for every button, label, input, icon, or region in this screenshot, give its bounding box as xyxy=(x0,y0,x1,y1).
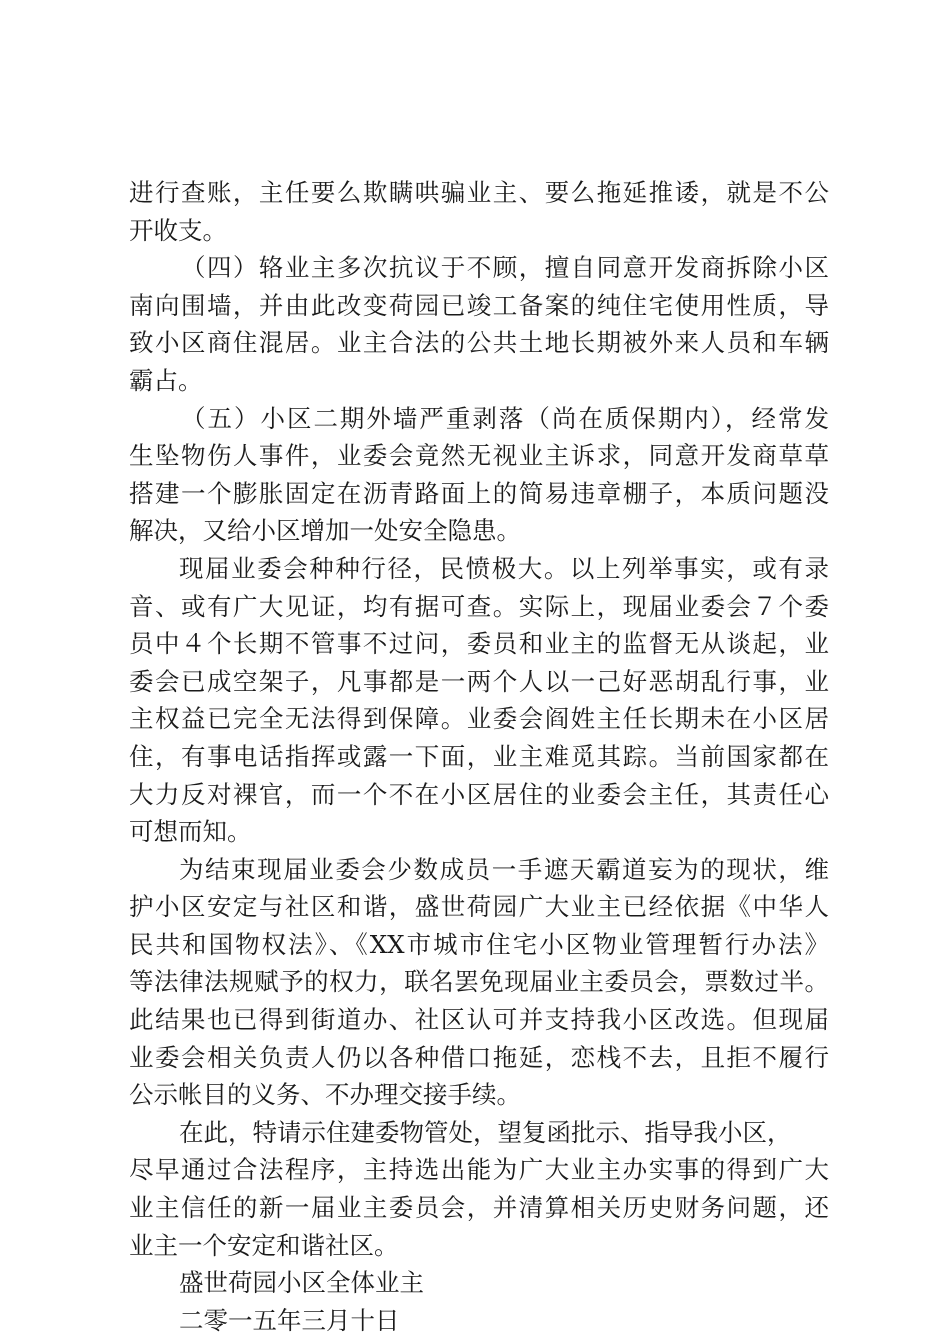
text-line: 等法律法规赋予的权力，联名罢免现届业主委员会，票数过半。 xyxy=(129,967,829,997)
text-line: 开收支。 xyxy=(129,215,227,245)
text-line: 可想而知。 xyxy=(129,817,252,847)
text-line: 业委会相关负责人仍以各种借口拖延，恋栈不去，且拒不履行 xyxy=(129,1042,829,1072)
text-line: 住，有事电话指挥或露一下面，业主难觅其踪。当前国家都在 xyxy=(129,741,829,771)
text-line: 搭建一个膨胀固定在沥青路面上的简易违章棚子，本质问题没 xyxy=(129,478,829,508)
text-line: （五）小区二期外墙严重剥落（尚在质保期内），经常发 xyxy=(181,403,829,433)
text-line: （四）辂业主多次抗议于不顾，擅自同意开发商拆除小区 xyxy=(181,253,829,283)
text-line: 护小区安定与社区和谐，盛世荷园广大业主已经依据《中华人 xyxy=(129,892,829,922)
text-line: 在此，特请示住建委物管处，望复函批示、指导我小区， xyxy=(179,1117,792,1147)
text-line: 现届业委会种种行径，民愤极大。以上列举事实，或有录 xyxy=(179,553,829,583)
document-body xyxy=(129,174,829,1339)
text-line: 民共和国物权法》、《XX市城市住宅小区物业管理暂行办法》 xyxy=(129,929,829,959)
text-line: 此结果也已得到街道办、社区认可并支持我小区改选。但现届 xyxy=(129,1005,829,1035)
text-line: 进行查账，主任要么欺瞒哄骗业主、要么拖延推诿，就是不公 xyxy=(129,178,829,207)
text-line: 生坠物伤人事件，业委会竟然无视业主诉求，同意开发商草草 xyxy=(129,441,829,471)
text-line: 尽早通过合法程序，主持选出能为广大业主办实事的得到广大 xyxy=(129,1155,829,1185)
text-line: 业主信任的新一届业主委员会，并清算相关历史财务问题，还 xyxy=(129,1193,829,1223)
text-line: 大力反对裸官，而一个不在小区居住的业委会主任，其责任心 xyxy=(129,779,829,809)
text-line: 主权益已完全无法得到保障。业委会阎姓主任长期未在小区居 xyxy=(129,704,829,734)
text-line: 公示帐目的义务、不办理交接手续。 xyxy=(129,1080,521,1110)
text-line: 业主一个安定和谐社区。 xyxy=(129,1230,399,1260)
text-line: 音、或有广大见证，均有据可查。实际上，现届业委会７个委 xyxy=(129,591,829,621)
text-line: 解决，又给小区增加一处安全隐患。 xyxy=(129,516,521,546)
text-line: 霸占。 xyxy=(129,365,203,395)
text-line: 员中４个长期不管事不过问，委员和业主的监督无从谈起，业 xyxy=(129,629,829,659)
text-line: 致小区商住混居。业主合法的公共土地长期被外来人员和车辆 xyxy=(129,328,829,358)
text-line: 委会已成空架子，凡事都是一两个人以一己好恶胡乱行事，业 xyxy=(129,666,829,696)
text-line: 盛世荷园小区全体业主 xyxy=(179,1268,424,1298)
text-line: 二零一五年三月十日 xyxy=(179,1305,400,1335)
text-line: 为结束现届业委会少数成员一手遮天霸道妄为的现状，维 xyxy=(179,854,829,884)
text-line: 南向围墙，并由此改变荷园已竣工备案的纯住宅使用性质，导 xyxy=(129,290,829,320)
